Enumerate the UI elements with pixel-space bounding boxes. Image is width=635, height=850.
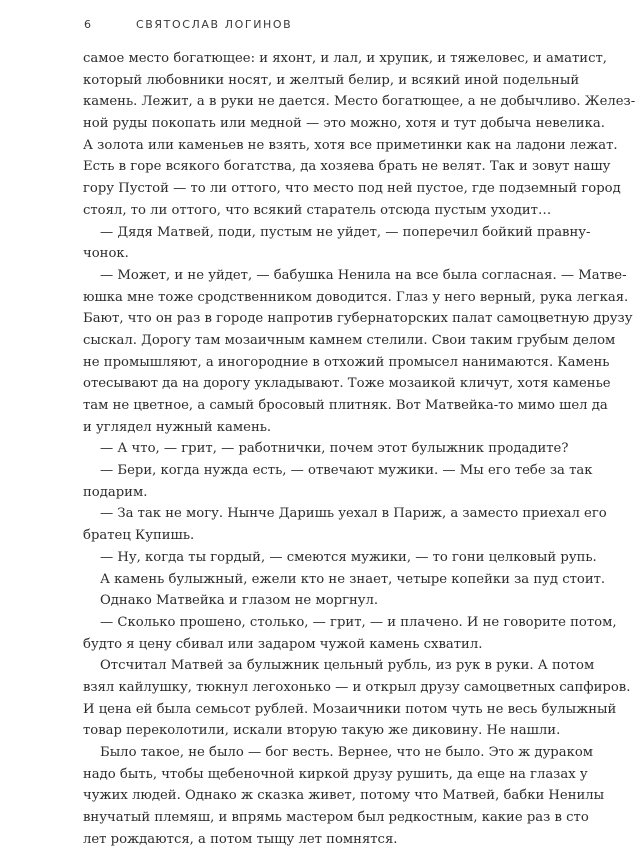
text-line: юшка мне тоже сродственником доводится. Глаз у него верный, рука легкая. xyxy=(83,289,629,305)
text-line: И цена ей была семьсот рублей. Мозаичники потом чуть не весь булыжный xyxy=(83,701,617,717)
text-line: который любовники носят, и желтый белир, и всякий иной подельный xyxy=(83,72,580,88)
text-line: — Может, и не уйдет, — бабушка Ненила на все была согласная. — Матве- xyxy=(100,267,627,283)
text-line: Было такое, не было — бог весть. Вернее, что не было. Это ж дураком xyxy=(100,745,594,760)
text-line: А камень булыжный, ежели кто не знает, четыре копейки за пуд стоит. xyxy=(100,571,606,587)
text-line: камень. Лежит, а в руки не дается. Место богатющее, а не добычливо. Желез- xyxy=(83,94,635,110)
text-line: Однако Матвейка и глазом не моргнул. xyxy=(100,593,379,609)
text-line: чонок. xyxy=(83,246,129,262)
text-line: подарим. xyxy=(83,484,148,500)
text-line: товар переколотили, искали вторую такую же диковину. Не нашли. xyxy=(83,723,561,739)
text-line: взял кайлушку, тюкнул легохонько — и открыл друзу самоцветных сапфиров. xyxy=(83,679,631,695)
running-head xyxy=(84,18,292,34)
text-line: отесывают да на дорогу укладывают. Тоже мозаикой кличут, хотя каменье xyxy=(83,376,611,392)
text-line: — А что, — грит, — работнички, почем этот булыжник продадите? xyxy=(100,441,569,457)
text-line: гору Пустой — то ли оттого, что место под ней пустое, где подземный город xyxy=(83,181,621,197)
text-line: и углядел нужный камень. xyxy=(83,419,272,435)
text-line: — Бери, когда нужда есть, — отвечают мужики. — Мы его тебе за так xyxy=(100,463,593,479)
text-line: Отсчитал Матвей за булыжник цельный рубль, из рук в руки. А потом xyxy=(100,658,595,674)
text-line: братец Купишь. xyxy=(83,528,195,544)
text-line: — Ну, когда ты гордый, — смеются мужики, — то гони целковый рупь. xyxy=(100,549,597,565)
body-text xyxy=(83,48,635,850)
text-line: самое место богатющее: и яхонт, и лал, и хрупик, и тяжеловес, и аматист, xyxy=(83,51,607,66)
text-line: внучатый племяш, и впрямь мастером был редкостным, какие раз в сто xyxy=(83,810,589,826)
text-line: надо быть, чтобы щебеночной киркой друзу рушить, да еще на глазах у xyxy=(83,766,588,782)
text-line: не промышляют, а иногородние в отхожий промысел нанимаются. Камень xyxy=(83,354,610,370)
text-line: — Сколько прошено, столько, — грит, — и плачено. И не говорите потом, xyxy=(100,614,617,630)
text-line: А золота или каменьев не взять, хотя все приметинки как на ладони лежат. xyxy=(83,137,618,153)
text-line: Есть в горе всякого богатства, да хозяева брать не велят. Так и зовут нашу xyxy=(83,159,611,175)
running-head-author: СВЯТОСЛАВ ЛОГИНОВ xyxy=(136,18,293,31)
text-line: Бают, что он раз в городе напротив губернаторских палат самоцветную друзу xyxy=(83,311,633,327)
text-line: там не цветное, а самый бросовый плитняк. Вот Матвейка-то мимо шел да xyxy=(83,398,608,413)
text-line: будто я цену сбивал или задаром чужой камень схватил. xyxy=(83,636,483,652)
page-number: 6 xyxy=(84,18,91,31)
text-line: чужих людей. Однако ж сказка живет, потому что Матвей, бабки Ненилы xyxy=(83,788,605,804)
text-line: — Дядя Матвей, поди, пустым не уйдет, — поперечил бойкий правну- xyxy=(100,224,591,240)
text-line: ной руды покопать или медной — это можно, хотя и тут добыча невелика. xyxy=(83,116,605,132)
text-line: сыскал. Дорогу там мозаичным камнем стелили. Свои таким грубым делом xyxy=(83,332,616,348)
text-line: лет рождаются, а потом тыщу лет помнятся. xyxy=(83,831,398,847)
text-line: стоял, то ли оттого, что всякий старатель отсюда пустым уходит… xyxy=(83,202,552,218)
text-line: — За так не могу. Нынче Даришь уехал в Париж, а заместо приехал его xyxy=(100,506,607,522)
